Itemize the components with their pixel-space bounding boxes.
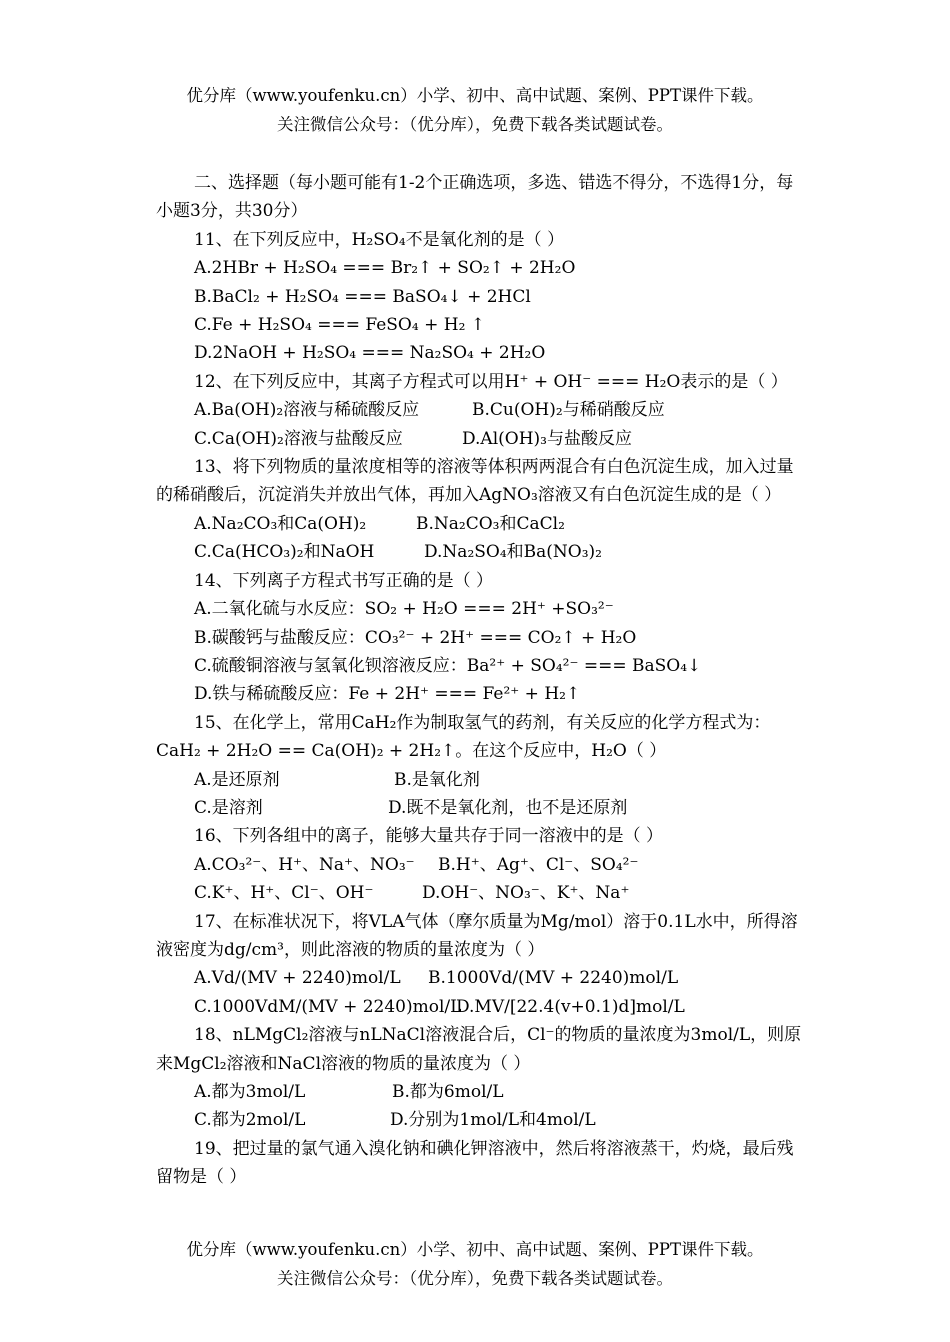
question-13-option-b: B.Na₂CO₃和CaCl₂: [416, 513, 565, 534]
question-17-option-d: D.MV/[22.4(v+0.1)d]mol/L: [456, 996, 685, 1017]
question-11-option-c: C.Fe + H₂SO₄ === FeSO₄ + H₂ ↑: [194, 315, 486, 336]
question-12-option-b: B.Cu(OH)₂与稀硝酸反应: [472, 400, 665, 421]
question-18-option-a: A.都为3mol/L: [194, 1082, 306, 1102]
question-16-option-b: B.H⁺、Ag⁺、Cl⁻、SO₄²⁻: [438, 854, 639, 875]
question-15-options-row-2: [156, 794, 806, 822]
question-13-option-d: D.Na₂SO₄和Ba(NO₃)₂: [424, 542, 602, 563]
question-14-option-c: C.硫酸铜溶液与氢氧化钡溶液反应：Ba²⁺ + SO₄²⁻ === BaSO₄↓: [194, 655, 702, 676]
question-17-stem: 17、在标准状况下，将VLA气体（摩尔质量为Mg/mol）溶于0.1L水中，所得溶液密度为dg/cm³，则此溶液的物质的量浓度为（ ）: [156, 911, 798, 960]
question-12-options-row-2: [156, 425, 806, 453]
question-14-option-a: A.二氧化硫与水反应：SO₂ + H₂O === 2H⁺ +SO₃²⁻: [194, 599, 614, 620]
question-16-option-a: A.CO₃²⁻、H⁺、Na⁺、NO₃⁻: [194, 854, 415, 875]
question-14-option-d: D.铁与稀硫酸反应：Fe + 2H⁺ === Fe²⁺ + H₂↑: [194, 684, 581, 705]
question-13-option-c: C.Ca(HCO₃)₂和NaOH: [194, 542, 375, 563]
question-19-stem: 19、把过量的氯气通入溴化钠和碘化钾溶液中，然后将溶液蒸干，灼烧，最后残留物是（ ）: [156, 1138, 794, 1188]
question-15-stem: 15、在化学上，常用CaH₂作为制取氢气的药剂，有关反应的化学方程式为：CaH₂ + 2H₂O == Ca(OH)₂ + 2H₂↑。在这个反应中，H₂O（ ）: [156, 712, 771, 762]
question-15-option-d: D.既不是氧化剂，也不是还原剂: [388, 797, 628, 818]
question-11-option-a: A.2HBr + H₂SO₄ === Br₂↑ + SO₂↑ + 2H₂O: [194, 258, 576, 279]
question-18-options-row-2: [156, 1106, 806, 1134]
page-footer-line-2: 关注微信公众号：（优分库），免费下载各类试题试卷。: [277, 1269, 673, 1288]
question-13-stem: 13、将下列物质的量浓度相等的溶液等体积两两混合有白色沉淀生成，加入过量的稀硝酸后，沉淀消失并放出气体，再加入AgNO₃溶液又有白色沉淀生成的是（ ）: [156, 457, 794, 506]
question-11-option-d: D.2NaOH + H₂SO₄ === Na₂SO₄ + 2H₂O: [194, 343, 546, 364]
question-16-options-row-2: [156, 879, 806, 907]
question-18-options-row-1: [156, 1078, 806, 1106]
question-14-stem: 14、下列离子方程式书写正确的是（ ）: [194, 570, 494, 591]
question-12-option-d: D.Al(OH)₃与盐酸反应: [462, 428, 632, 449]
question-17-options-row-2: [156, 993, 806, 1021]
question-16-option-c: C.K⁺、H⁺、Cl⁻、OH⁻: [194, 883, 374, 904]
question-18-stem: 18、nLMgCl₂溶液与nLNaCl溶液混合后，Cl⁻的物质的量浓度为3mol/L，则原来MgCl₂溶液和NaCl溶液的物质的量浓度为（ ）: [156, 1025, 802, 1074]
question-16-option-d: D.OH⁻、NO₃⁻、K⁺、Na⁺: [422, 883, 630, 904]
question-12-options-row-1: [156, 396, 806, 424]
question-11-option-b: B.BaCl₂ + H₂SO₄ === BaSO₄↓ + 2HCl: [194, 286, 531, 307]
question-15-options-row-1: [156, 766, 806, 794]
page-footer-line-1: 优分库（www.youfenku.cn）小学、初中、高中试题、案例、PPT课件下载。: [186, 1240, 764, 1259]
question-13-option-a: A.Na₂CO₃和Ca(OH)₂: [194, 513, 367, 534]
document-body: [156, 169, 806, 1192]
page-header-line-1: 优分库（www.youfenku.cn）小学、初中、高中试题、案例、PPT课件下载。: [186, 86, 764, 105]
question-17-option-b: B.1000Vd/(MV + 2240)mol/L: [428, 968, 679, 989]
question-14-option-b: B.碳酸钙与盐酸反应：CO₃²⁻ + 2H⁺ === CO₂↑ + H₂O: [194, 627, 637, 648]
question-15-option-c: C.是溶剂: [194, 797, 263, 818]
page-header-line-2: 关注微信公众号：（优分库），免费下载各类试题试卷。: [277, 115, 673, 134]
question-15-option-a: A.是还原剂: [194, 769, 280, 790]
question-13-options-row-1: [156, 510, 806, 538]
question-12-option-c: C.Ca(OH)₂溶液与盐酸反应: [194, 428, 403, 449]
question-17-options-row-1: [156, 964, 806, 992]
question-17-option-c: C.1000VdM/(MV + 2240)mol/L: [194, 996, 462, 1017]
question-12-option-a: A.Ba(OH)₂溶液与稀硫酸反应: [194, 400, 420, 421]
question-18-option-d: D.分别为1mol/L和4mol/L: [390, 1110, 596, 1131]
question-12-stem: 12、在下列反应中，其离子方程式可以用H⁺ + OH⁻ === H₂O表示的是（ ）: [194, 371, 788, 392]
section-title: 二、选择题（每小题可能有1-2个正确选项，多选、错选不得分，不选得1分，每小题3分，共30分）: [156, 173, 794, 222]
question-16-options-row-1: [156, 851, 806, 879]
question-16-stem: 16、下列各组中的离子，能够大量共存于同一溶液中的是（ ）: [194, 826, 664, 847]
question-18-option-c: C.都为2mol/L: [194, 1110, 306, 1131]
question-18-option-b: B.都为6mol/L: [392, 1082, 504, 1102]
question-13-options-row-2: [156, 538, 806, 566]
question-17-option-a: A.Vd/(MV + 2240)mol/L: [194, 968, 401, 989]
question-15-option-b: B.是氧化剂: [394, 769, 480, 790]
question-11-stem: 11、在下列反应中，H₂SO₄不是氧化剂的是（ ）: [194, 229, 565, 250]
